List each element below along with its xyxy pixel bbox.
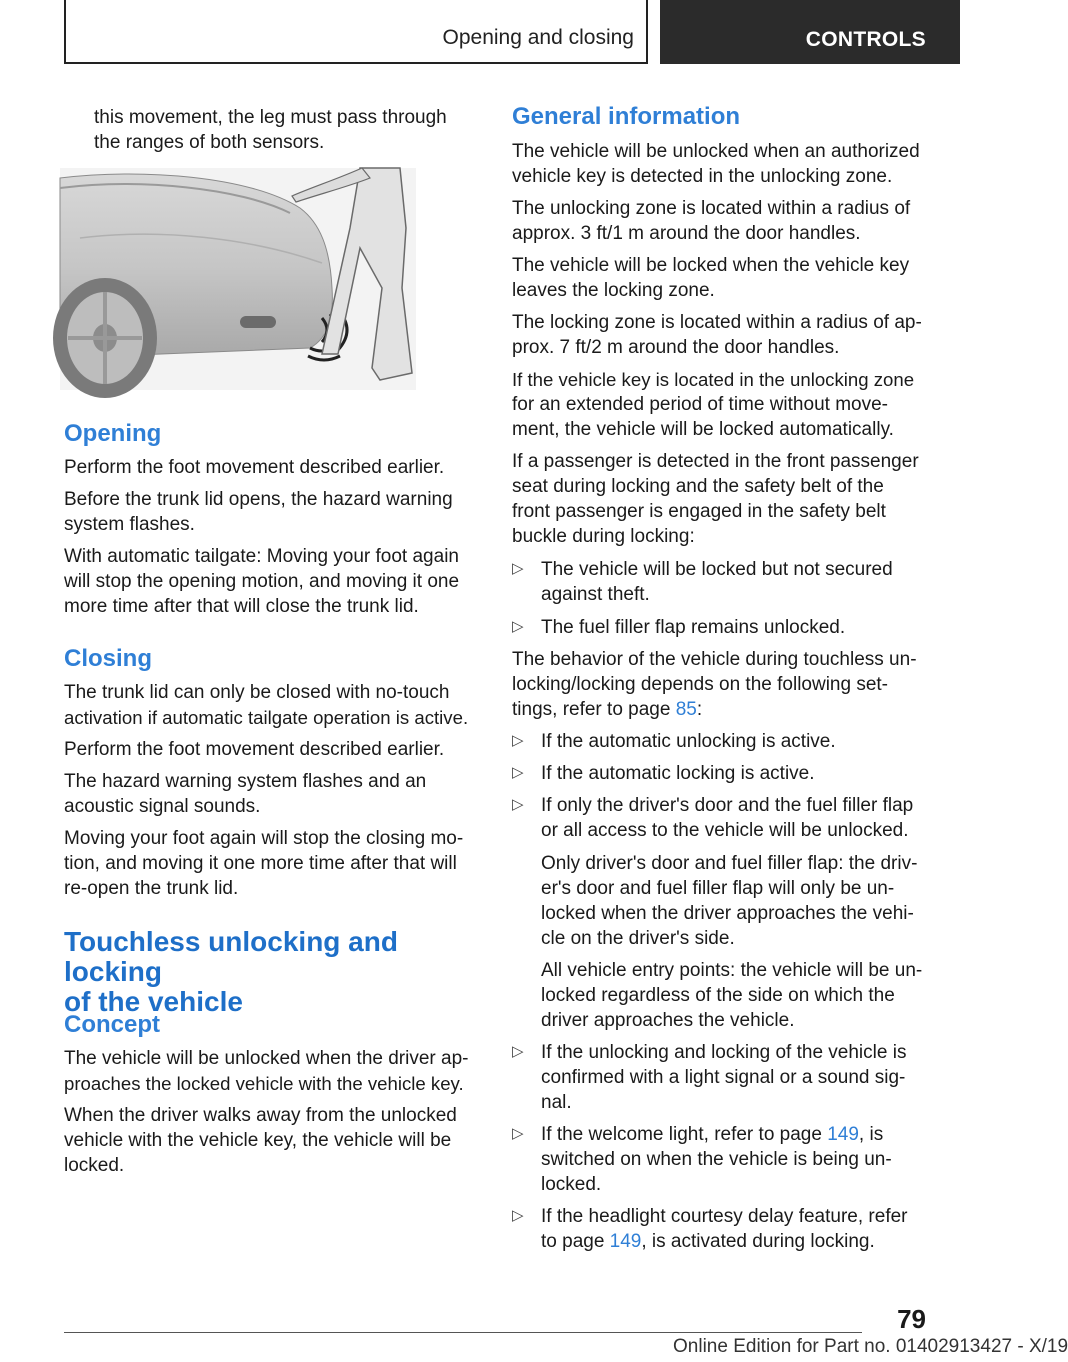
bullet-line: If the unlocking and locking of the vehicle is (541, 1042, 907, 1063)
paragraph-line (512, 697, 930, 722)
paragraph-line: acoustic signal sounds. (64, 796, 261, 817)
bullet-line: nal. (541, 1092, 572, 1113)
bullet-text: , is (858, 1124, 884, 1145)
opening-p3 (64, 544, 476, 619)
bullet-line: locked regardless of the side on which the (541, 985, 895, 1006)
paragraph-line: locked. (64, 1155, 125, 1176)
paragraph-line: seat during locking and the safety belt of the (512, 476, 884, 497)
concept-section (64, 1011, 476, 1039)
paragraph-line: The vehicle will be locked when the vehicle key (512, 255, 910, 276)
footer-edition: Online Edition for Part no. 01402913427 - X/19 (673, 1336, 1068, 1357)
paragraph-line: more time after that will close the trunk lid. (64, 596, 419, 617)
paragraph-line: The vehicle will be unlocked when the driver ap- (64, 1048, 469, 1069)
paragraph-line: The vehicle will be unlocked when an authorized (512, 141, 920, 162)
bullet-line: against theft. (541, 584, 650, 605)
triangle-bullet-icon: ▷ (512, 1043, 524, 1060)
list-item (512, 557, 931, 607)
paragraph-line: for an extended period of time without move- (512, 394, 888, 415)
paragraph-text: tings, refer to page (512, 699, 676, 720)
list-item (512, 761, 931, 786)
general-p7 (512, 647, 930, 722)
general-info-section (512, 103, 926, 131)
closing-p3 (64, 769, 476, 819)
general-p6 (512, 449, 930, 549)
opening-heading: Opening (64, 420, 162, 447)
triangle-bullet-icon: ▷ (512, 1207, 524, 1224)
bullet-line (541, 1122, 941, 1147)
touchless-section (64, 927, 484, 1017)
header-section-title: Opening and closing (442, 26, 634, 49)
triangle-bullet-icon: ▷ (512, 560, 524, 577)
bullet-text: If the welcome light, refer to page (541, 1124, 828, 1145)
closing-p1 (64, 680, 484, 730)
page-link[interactable]: 149 (827, 1124, 859, 1145)
paragraph-line: approx. 3 ft/1 m around the door handles. (512, 223, 861, 244)
paragraph-text: : (696, 699, 703, 720)
list-item (512, 1204, 941, 1254)
bullet-line: If the automatic unlocking is active. (541, 731, 836, 752)
triangle-bullet-icon: ▷ (512, 796, 524, 813)
bullet-line: cle on the driver's side. (541, 928, 735, 949)
closing-p2 (64, 737, 476, 762)
intro-paragraph (94, 105, 484, 155)
paragraph-line: leaves the locking zone. (512, 280, 715, 301)
bullet-line (541, 1229, 941, 1254)
bullet-line: Only driver's door and fuel filler flap: the driv- (541, 853, 918, 874)
paragraph-line: ment, the vehicle will be locked automatically. (512, 419, 894, 440)
bullet-line: or all access to the vehicle will be unlocked. (541, 820, 909, 841)
general-info-heading: General information (512, 103, 741, 130)
triangle-bullet-icon: ▷ (512, 764, 524, 781)
paragraph-line: Perform the foot movement described earlier. (64, 457, 445, 478)
touchless-heading-line: Touchless unlocking and locking (64, 926, 398, 987)
footer-divider (64, 1332, 862, 1333)
paragraph-line: front passenger is engaged in the safety belt (512, 501, 886, 522)
paragraph-line: vehicle key is detected in the unlocking zone. (512, 166, 893, 187)
bullet-line: locked. (541, 1174, 602, 1195)
closing-heading: Closing (64, 645, 152, 672)
bullet-line: er's door and fuel filler flap will only be un- (541, 878, 895, 899)
concept-p1 (64, 1046, 484, 1096)
list-item (512, 1040, 941, 1115)
bullet-subparagraph (541, 958, 931, 1033)
concept-p2 (64, 1103, 476, 1178)
bullet-line: driver approaches the vehicle. (541, 1010, 795, 1031)
paragraph-line: If a passenger is detected in the front passenger (512, 451, 919, 472)
header-section-box (64, 0, 648, 64)
general-p2 (512, 196, 930, 246)
bullet-line: The vehicle will be locked but not secured (541, 559, 893, 580)
page-link[interactable]: 149 (609, 1231, 642, 1252)
paragraph-line: If the vehicle key is located in the unlocking zone (512, 369, 915, 390)
bullet-line: If only the driver's door and the fuel filler flap (541, 795, 914, 816)
bullet-line: All vehicle entry points: the vehicle will be un- (541, 960, 923, 981)
touchless-heading-line: of the vehicle (64, 986, 243, 1017)
intro-line: this movement, the leg must pass through (94, 107, 447, 128)
trunk-foot-sensor-illustration-svg (60, 168, 416, 390)
triangle-bullet-icon: ▷ (512, 1125, 524, 1142)
list-item (512, 729, 931, 754)
page-number: 79 (897, 1304, 926, 1334)
bullet-text: , is activated during locking. (641, 1231, 875, 1252)
paragraph-line: The behavior of the vehicle during touchless un- (512, 649, 917, 670)
paragraph-line: Perform the foot movement described earlier. (64, 739, 445, 760)
paragraph-line: Moving your foot again will stop the closing mo- (64, 828, 464, 849)
trunk-foot-sensor-illustration (60, 168, 416, 390)
opening-p1 (64, 455, 476, 480)
list-item (512, 615, 931, 640)
bullet-line: confirmed with a light signal or a sound sig- (541, 1067, 906, 1088)
general-p1 (512, 139, 930, 189)
paragraph-line: Before the trunk lid opens, the hazard warning (64, 489, 453, 510)
bullet-text: to page (541, 1231, 610, 1252)
paragraph-line: will stop the opening motion, and moving it one (64, 571, 460, 592)
bullet-line: If the automatic locking is active. (541, 763, 815, 784)
paragraph-line: tion, and moving it one more time after that will (64, 853, 457, 874)
paragraph-line: When the driver walks away from the unlocked (64, 1105, 457, 1126)
paragraph-line: vehicle with the vehicle key, the vehicle will be (64, 1130, 452, 1151)
paragraph-line: prox. 7 ft/2 m around the door handles. (512, 337, 840, 358)
paragraph-line: re-open the trunk lid. (64, 878, 239, 899)
page-link[interactable]: 85 (675, 699, 697, 720)
paragraph-line: The unlocking zone is located within a radius of (512, 198, 911, 219)
closing-section (64, 645, 476, 673)
triangle-bullet-icon: ▷ (512, 618, 524, 635)
opening-p2 (64, 487, 476, 537)
list-item (512, 1122, 941, 1197)
concept-heading: Concept (64, 1011, 160, 1038)
paragraph-line: With automatic tailgate: Moving your foot again (64, 546, 459, 567)
paragraph-line: The hazard warning system flashes and an (64, 771, 427, 792)
closing-p4 (64, 826, 476, 901)
list-item (512, 793, 941, 843)
bullet-subparagraph (541, 851, 931, 951)
paragraph-line: The trunk lid can only be closed with no-touch (64, 682, 450, 703)
paragraph-line: system flashes. (64, 514, 195, 535)
general-p4 (512, 310, 930, 360)
paragraph-line: buckle during locking: (512, 526, 695, 547)
bullet-line: switched on when the vehicle is being un- (541, 1149, 892, 1170)
header-chapter-title: CONTROLS (805, 28, 926, 51)
general-p5 (512, 367, 930, 442)
triangle-bullet-icon: ▷ (512, 732, 524, 749)
bullet-line: The fuel filler flap remains unlocked. (541, 617, 846, 638)
general-p3 (512, 253, 930, 303)
paragraph-line: activation if automatic tailgate operation is active. (64, 707, 469, 728)
bullet-line: locked when the driver approaches the vehi- (541, 903, 914, 924)
intro-line: the ranges of both sensors. (94, 132, 325, 153)
paragraph-line: locking/locking depends on the following set- (512, 674, 889, 695)
paragraph-line: The locking zone is located within a radius of ap- (512, 312, 922, 333)
header-chapter-box (660, 0, 960, 64)
opening-section (64, 420, 476, 448)
paragraph-line: proaches the locked vehicle with the vehicle key. (64, 1073, 464, 1094)
bullet-line: If the headlight courtesy delay feature, refer (541, 1206, 908, 1227)
